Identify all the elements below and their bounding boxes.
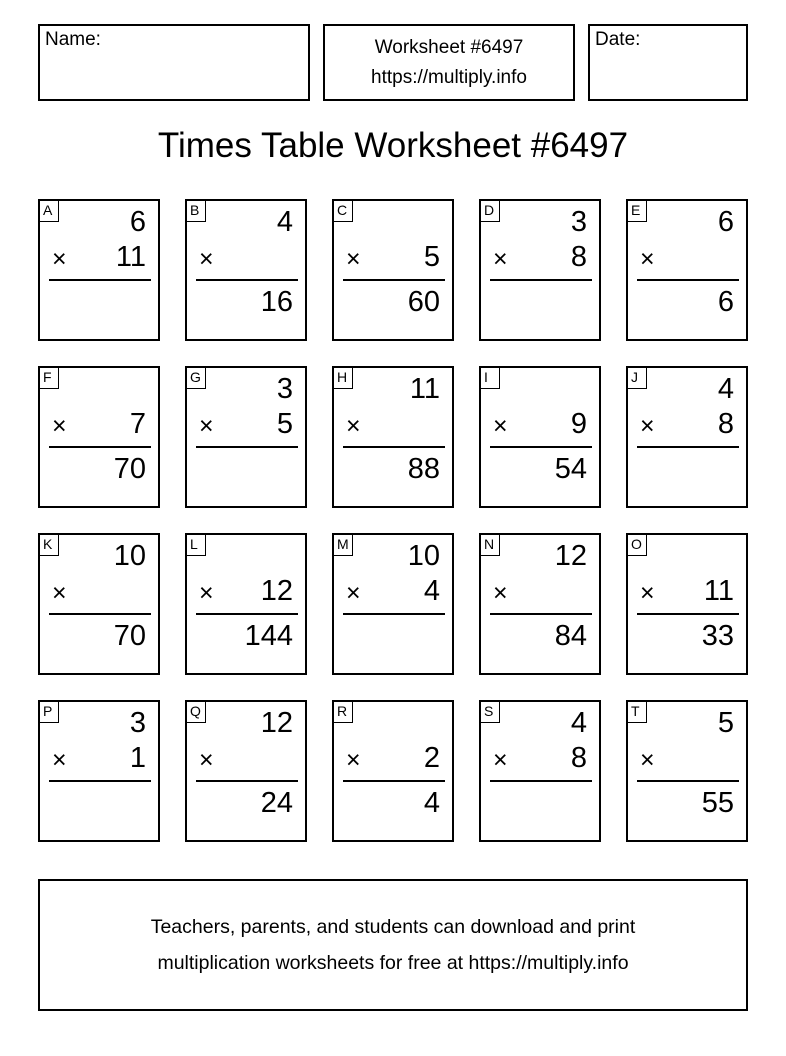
answer-line	[490, 613, 592, 615]
problem-card	[626, 700, 748, 842]
times-sign: ×	[346, 579, 361, 607]
times-sign: ×	[52, 412, 67, 440]
multiplier: 8	[717, 408, 734, 440]
problem-letter: T	[627, 701, 647, 723]
product: 70	[113, 620, 146, 652]
problem-card	[479, 533, 601, 675]
problem-card	[479, 366, 601, 508]
multiplicand: 4	[570, 707, 587, 739]
multiplier: 2	[423, 742, 440, 774]
problem-card	[332, 366, 454, 508]
multiplicand: 3	[570, 206, 587, 238]
answer-line	[196, 780, 298, 782]
footer-line-1: Teachers, parents, and students can download and print	[150, 916, 636, 938]
times-sign: ×	[640, 746, 655, 774]
answer-line	[49, 613, 151, 615]
multiplicand: 11	[409, 373, 440, 405]
multiplier: 8	[570, 742, 587, 774]
product: 84	[554, 620, 587, 652]
times-sign: ×	[346, 245, 361, 273]
problem-card	[38, 366, 160, 508]
times-sign: ×	[640, 245, 655, 273]
answer-line	[343, 613, 445, 615]
answer-line	[343, 780, 445, 782]
multiplicand: 5	[717, 707, 734, 739]
multiplicand: 6	[129, 206, 146, 238]
product: 60	[407, 286, 440, 318]
footer-box	[38, 879, 748, 1011]
problem-card	[332, 533, 454, 675]
name-field-box[interactable]	[38, 24, 310, 101]
product: 144	[244, 620, 293, 652]
times-sign: ×	[52, 245, 67, 273]
problem-letter: L	[186, 534, 206, 556]
problem-letter: K	[39, 534, 59, 556]
multiplier: 5	[276, 408, 293, 440]
answer-line	[490, 446, 592, 448]
name-label: Name:	[45, 29, 101, 50]
problem-letter: G	[186, 367, 206, 389]
answer-line	[637, 446, 739, 448]
problem-card	[626, 533, 748, 675]
problem-letter: C	[333, 200, 353, 222]
multiplicand: 3	[129, 707, 146, 739]
problem-letter: A	[39, 200, 59, 222]
times-sign: ×	[640, 412, 655, 440]
times-sign: ×	[52, 579, 67, 607]
problem-card	[479, 199, 601, 341]
answer-line	[637, 780, 739, 782]
multiplicand: 4	[276, 206, 293, 238]
problem-card	[332, 700, 454, 842]
problem-card	[479, 700, 601, 842]
worksheet-url: https://multiply.info	[371, 67, 527, 88]
problem-letter: N	[480, 534, 500, 556]
times-sign: ×	[346, 412, 361, 440]
problem-letter: Q	[186, 701, 206, 723]
times-sign: ×	[52, 746, 67, 774]
problem-card	[185, 199, 307, 341]
problem-letter: P	[39, 701, 59, 723]
product: 16	[260, 286, 293, 318]
product: 24	[260, 787, 293, 819]
multiplicand: 10	[407, 540, 440, 572]
problem-letter: J	[627, 367, 647, 389]
problem-letter: R	[333, 701, 353, 723]
product: 88	[407, 453, 440, 485]
times-sign: ×	[199, 245, 214, 273]
answer-line	[196, 446, 298, 448]
answer-line	[49, 446, 151, 448]
multiplier: 11	[115, 241, 146, 273]
times-sign: ×	[199, 579, 214, 607]
problem-letter: S	[480, 701, 500, 723]
multiplier: 5	[423, 241, 440, 273]
product: 6	[717, 286, 734, 318]
problem-letter: O	[627, 534, 647, 556]
multiplier: 1	[129, 742, 146, 774]
multiplicand: 10	[113, 540, 146, 572]
multiplier: 7	[129, 408, 146, 440]
date-label: Date:	[595, 29, 641, 50]
multiplicand: 4	[717, 373, 734, 405]
problem-card	[38, 533, 160, 675]
answer-line	[49, 279, 151, 281]
problem-letter: F	[39, 367, 59, 389]
problem-card	[38, 199, 160, 341]
multiplier: 12	[260, 575, 293, 607]
date-field-box[interactable]	[588, 24, 748, 101]
multiplier: 8	[570, 241, 587, 273]
times-sign: ×	[493, 412, 508, 440]
problem-letter: D	[480, 200, 500, 222]
multiplicand: 3	[276, 373, 293, 405]
times-sign: ×	[199, 746, 214, 774]
problem-card	[626, 199, 748, 341]
problem-card	[38, 700, 160, 842]
problem-letter: H	[333, 367, 353, 389]
problem-card	[332, 199, 454, 341]
multiplicand: 6	[717, 206, 734, 238]
answer-line	[343, 279, 445, 281]
product: 4	[423, 787, 440, 819]
times-sign: ×	[493, 746, 508, 774]
problem-letter: B	[186, 200, 206, 222]
problem-letter: I	[480, 367, 500, 389]
problem-letter: E	[627, 200, 647, 222]
answer-line	[196, 279, 298, 281]
worksheet-number: Worksheet #6497	[374, 37, 524, 58]
multiplier: 9	[570, 408, 587, 440]
answer-line	[49, 780, 151, 782]
product: 33	[701, 620, 734, 652]
product: 55	[701, 787, 734, 819]
problem-card	[626, 366, 748, 508]
times-sign: ×	[640, 579, 655, 607]
page-title: Times Table Worksheet #6497	[157, 126, 629, 165]
answer-line	[196, 613, 298, 615]
times-sign: ×	[493, 245, 508, 273]
answer-line	[637, 613, 739, 615]
problem-card	[185, 700, 307, 842]
times-sign: ×	[199, 412, 214, 440]
problem-letter: M	[333, 534, 353, 556]
answer-line	[637, 279, 739, 281]
multiplicand: 12	[260, 707, 293, 739]
multiplier: 4	[423, 575, 440, 607]
times-sign: ×	[493, 579, 508, 607]
problem-card	[185, 533, 307, 675]
problem-card	[185, 366, 307, 508]
product: 54	[554, 453, 587, 485]
multiplicand: 12	[554, 540, 587, 572]
times-sign: ×	[346, 746, 361, 774]
answer-line	[343, 446, 445, 448]
multiplier: 11	[703, 575, 734, 607]
answer-line	[490, 279, 592, 281]
worksheet-info-box	[323, 24, 575, 101]
product: 70	[113, 453, 146, 485]
footer-line-2: multiplication worksheets for free at https://multiply.info	[157, 952, 629, 974]
answer-line	[490, 780, 592, 782]
